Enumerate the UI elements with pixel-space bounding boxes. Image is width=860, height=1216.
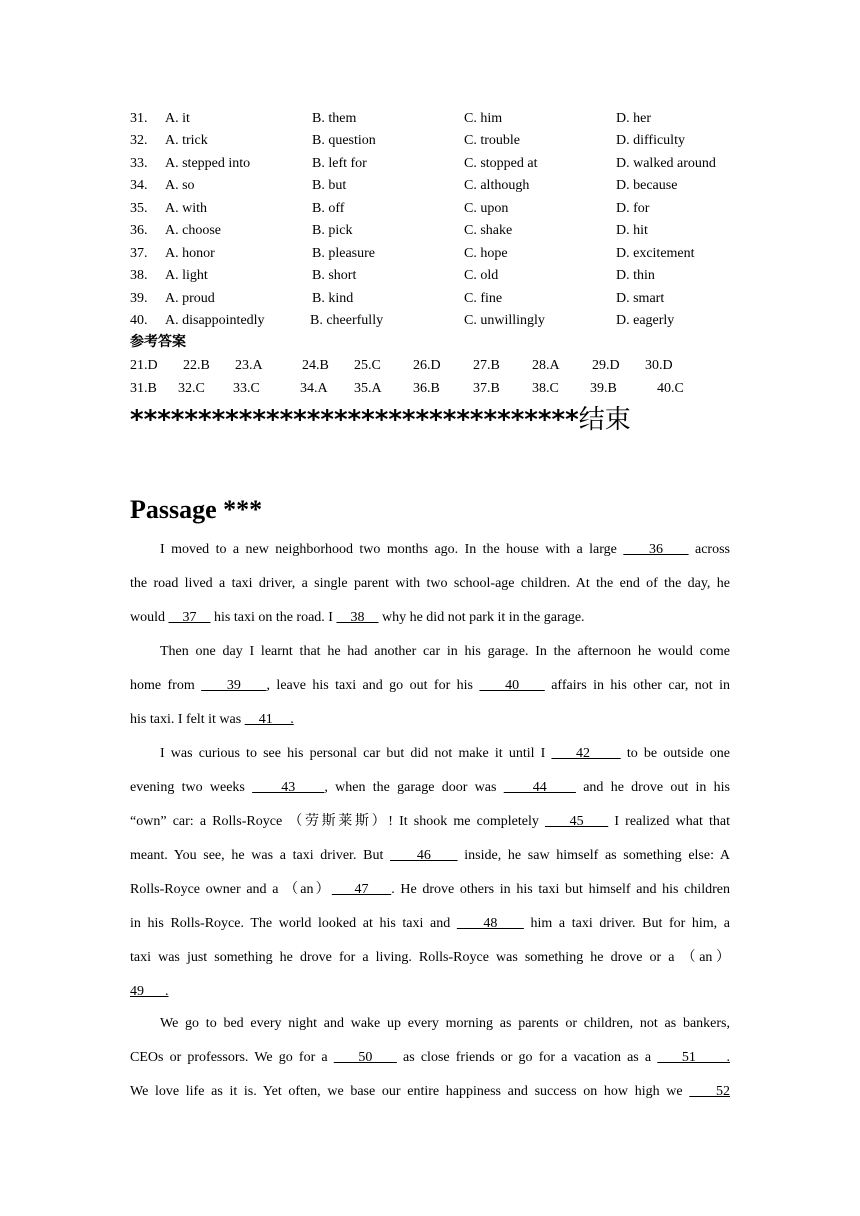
answer-item: 37.B [473,381,500,396]
question-number: 38. [130,268,148,283]
answer-item: 28.A [532,358,560,373]
passage-line [130,948,730,968]
passage-text: home from [130,678,202,693]
passage-line [160,744,730,764]
answer-item: 23.A [235,358,263,373]
passage-text: affairs in his other car, not in [544,678,731,693]
passage-text: his taxi on the road. I [210,610,337,625]
passage-text: across [688,542,730,557]
passage-text: meant. You see, he was a taxi driver. But [130,848,391,863]
passage-line [160,642,730,662]
option-b: B. cheerfully [310,313,384,328]
option-a: A. disappointedly [165,313,265,328]
option-row [130,198,750,220]
passage-line [130,1082,730,1102]
fill-blank: 47 [331,882,392,897]
option-d: D. her [616,111,651,126]
answer-item: 31.B [130,381,157,396]
option-a: A. stepped into [165,156,251,171]
option-a: A. with [165,201,207,216]
fill-blank: 49 . [130,984,169,999]
passage-text: , leave his taxi and go out for his [266,678,480,693]
answer-item: 25.C [354,358,381,373]
answer-item: 27.B [473,358,500,373]
option-row [130,243,750,265]
question-number: 35. [130,201,148,216]
answer-row [130,355,750,377]
option-c: C. him [464,111,503,126]
passage-text: , when the garage door was [324,780,504,795]
option-a: A. honor [165,246,215,261]
answer-item: 21.D [130,358,158,373]
passage-line [130,710,730,730]
answer-item: 22.B [183,358,210,373]
fill-blank: 39 [201,678,267,693]
option-d: D. thin [616,268,655,283]
passage-line [130,778,730,798]
option-row [130,153,750,175]
fill-blank: 38 [336,610,379,625]
passage-text: . He drove others in his taxi but himself and his children [391,882,730,897]
question-number: 31. [130,111,148,126]
passage-text: in his Rolls-Royce. The world looked at his taxi and [130,916,457,931]
passage-title: Passage *** [130,495,263,524]
passage-line [130,812,730,832]
passage-line [160,540,730,560]
option-c: C. upon [464,201,509,216]
option-d: D. excitement [616,246,695,261]
fill-blank: 52 [689,1084,730,1099]
answer-row [130,378,750,400]
option-a: A. it [165,111,190,126]
option-b: B. left for [312,156,367,171]
passage-text: inside, he saw himself as something else: A [457,848,730,863]
passage-text: why he did not park it in the garage. [378,610,585,625]
passage-line [130,846,730,866]
passage-line [160,1014,730,1034]
separator-end-label: 结束 [578,405,631,435]
passage-line [130,880,730,900]
option-d: D. because [616,178,678,193]
option-c: C. unwillingly [464,313,545,328]
passage-text: his taxi. I felt it was [130,712,245,727]
fill-blank: 45 [544,814,609,829]
option-d: D. difficulty [616,133,685,148]
option-row [130,108,750,130]
option-a: A. choose [165,223,221,238]
passage-line [130,608,730,628]
option-b: B. but [312,178,347,193]
passage-text: I realized what that [608,814,730,829]
passage-text: “own” car: a Rolls-Royce （劳斯莱斯）! It shook me completely [130,814,545,829]
option-c: C. trouble [464,133,520,148]
option-a: A. light [165,268,208,283]
option-b: B. short [312,268,357,283]
separator-stars: ********************************* [130,405,579,435]
answer-item: 34.A [300,381,328,396]
passage-text: evening two weeks [130,780,253,795]
option-row [130,175,750,197]
passage-line [130,914,730,934]
option-row [130,130,750,152]
answer-item: 33.C [233,381,260,396]
fill-blank: 37 [168,610,211,625]
option-a: A. so [165,178,195,193]
option-d: D. walked around [616,156,716,171]
answer-item: 30.D [645,358,673,373]
answer-item: 26.D [413,358,441,373]
option-b: B. off [312,201,345,216]
fill-blank: 48 [456,916,524,931]
question-number: 33. [130,156,148,171]
option-b: B. them [312,111,357,126]
option-c: C. although [464,178,530,193]
option-c: C. fine [464,291,503,306]
fill-blank: 36 [623,542,689,557]
option-row [130,288,750,310]
option-c: C. stopped at [464,156,538,171]
option-b: B. pick [312,223,353,238]
option-b: B. kind [312,291,354,306]
fill-blank: 51 . [657,1050,731,1065]
question-number: 36. [130,223,148,238]
passage-text: We go to bed every night and wake up every morning as parents or children, not as bankers, [160,1016,730,1031]
answer-item: 24.B [302,358,329,373]
answer-item: 35.A [354,381,382,396]
option-row [130,265,750,287]
passage-line [130,676,730,696]
option-c: C. old [464,268,499,283]
question-number: 39. [130,291,148,306]
passage-text: as close friends or go for a vacation as a [396,1050,658,1065]
passage-text: him a taxi driver. But for him, a [523,916,731,931]
answer-item: 29.D [592,358,620,373]
option-c: C. shake [464,223,513,238]
option-d: D. for [616,201,650,216]
passage-text: would [130,610,169,625]
option-a: A. trick [165,133,208,148]
question-number: 37. [130,246,148,261]
fill-blank: 50 [333,1050,397,1065]
option-row [130,310,750,332]
option-b: B. pleasure [312,246,375,261]
answer-item: 32.C [178,381,205,396]
passage-text: I was curious to see his personal car but did not make it until I [160,746,552,761]
passage-text: We love life as it is. Yet often, we base our entire happiness and success on how high we [130,1084,690,1099]
passage-text: CEOs or professors. We go for a [130,1050,334,1065]
answer-heading: 参考答案 [130,334,186,350]
option-b: B. question [312,133,376,148]
option-d: D. eagerly [616,313,675,328]
fill-blank: 41 . [244,712,294,727]
fill-blank: 42 [551,746,621,761]
question-number: 34. [130,178,148,193]
answer-item: 39.B [590,381,617,396]
passage-text: the road lived a taxi driver, a single parent with two school-age children. At the end of the day, he [130,576,730,591]
answer-item: 38.C [532,381,559,396]
passage-text: I moved to a new neighborhood two months ago. In the house with a large [160,542,624,557]
answer-item: 40.C [657,381,684,396]
option-d: D. smart [616,291,665,306]
fill-blank: 44 [503,780,576,795]
fill-blank: 43 [252,780,325,795]
answer-item: 36.B [413,381,440,396]
passage-line [130,982,730,1002]
fill-blank: 40 [479,678,545,693]
option-row [130,220,750,242]
passage-text: to be outside one [620,746,730,761]
option-a: A. proud [165,291,215,306]
fill-blank: 46 [390,848,458,863]
passage-text: and he drove out in his [575,780,731,795]
option-d: D. hit [616,223,648,238]
passage-line [130,1048,730,1068]
passage-text: taxi was just something he drove for a living. Rolls-Royce was something he drove or a （an） [130,950,730,965]
separator [130,402,631,438]
question-number: 40. [130,313,148,328]
question-number: 32. [130,133,148,148]
option-c: C. hope [464,246,508,261]
passage-text: Then one day I learnt that he had another car in his garage. In the afternoon he would come [160,644,730,659]
passage-line [130,574,730,594]
passage-text: Rolls-Royce owner and a （an） [130,882,332,897]
